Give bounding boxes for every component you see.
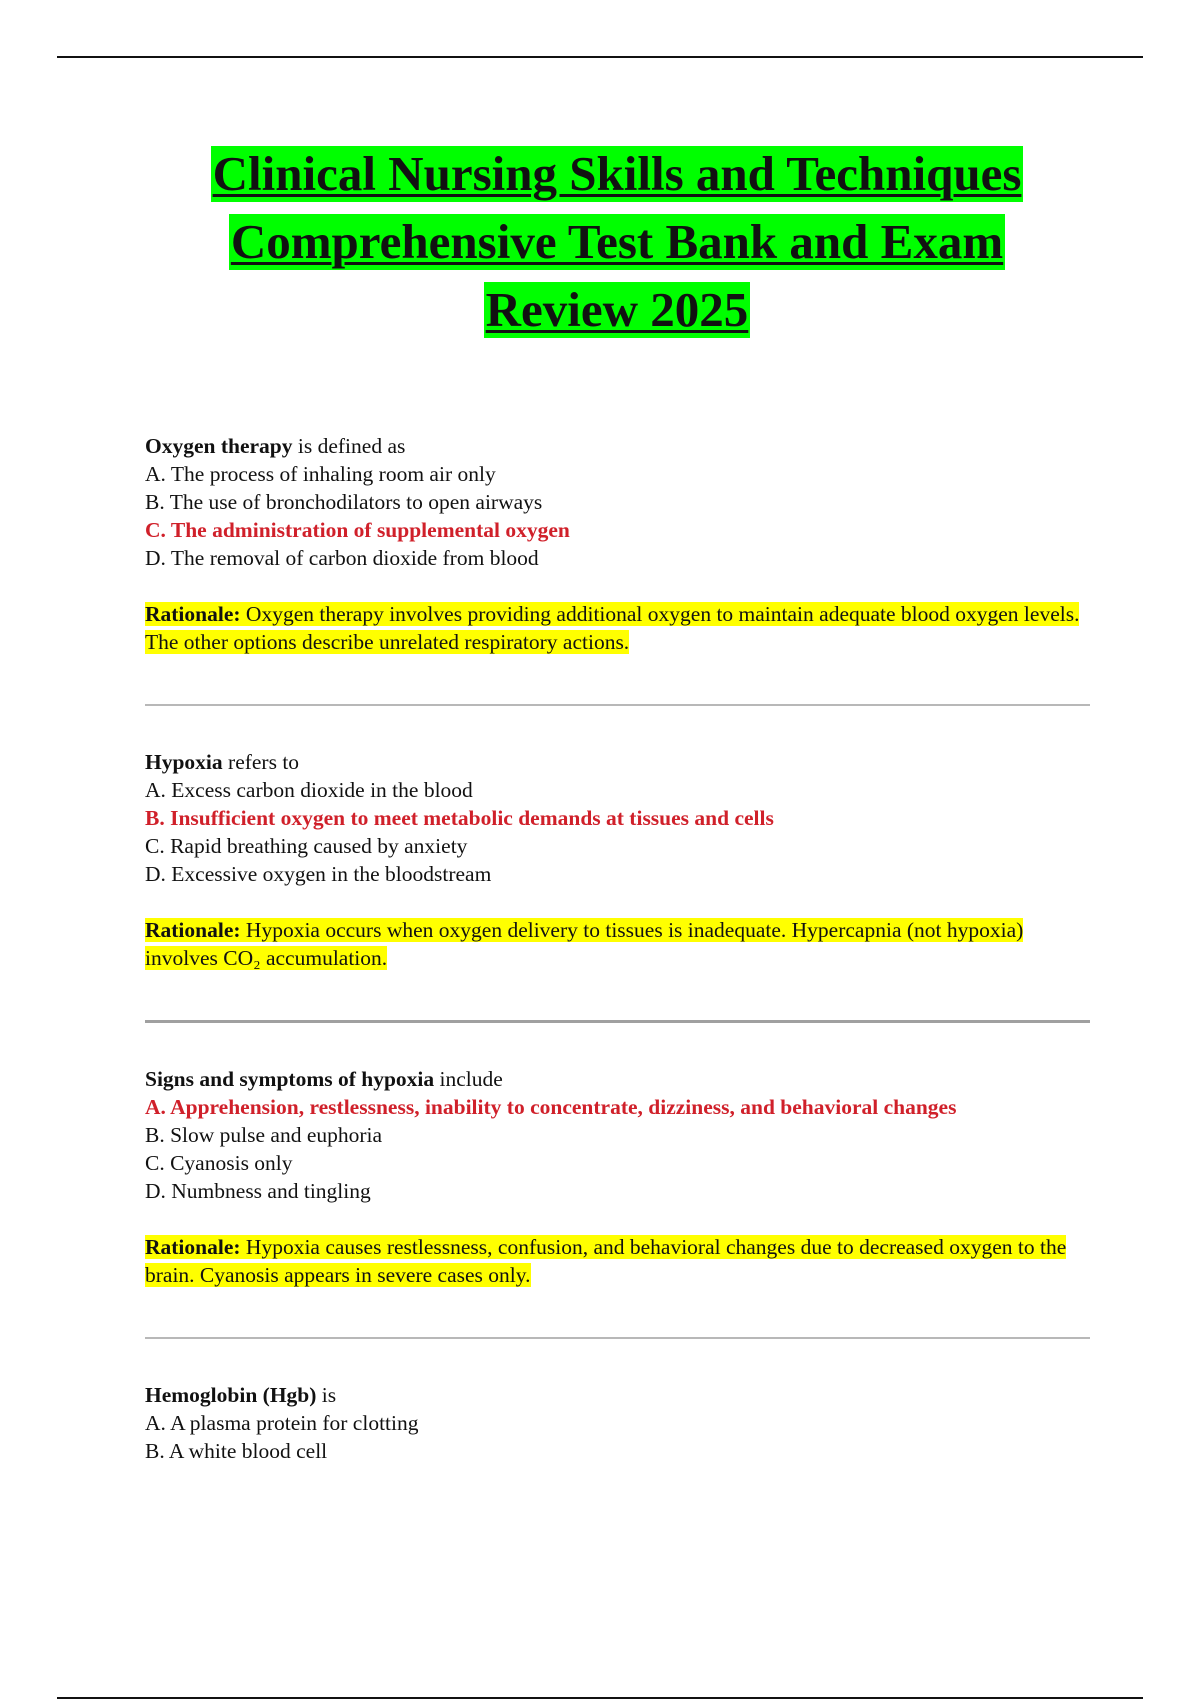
- answer-option-b: B. Slow pulse and euphoria: [145, 1123, 383, 1147]
- section-divider: [145, 1020, 1090, 1023]
- rationale-text: Oxygen therapy involves providing additional oxygen to maintain adequate blood oxygen levels. The other options describe unrelated respiratory actions.: [145, 602, 1080, 654]
- answer-option-a-correct: A. Apprehension, restlessness, inability to concentrate, dizziness, and behavioral changes: [145, 1095, 957, 1119]
- question-signs-of-hypoxia: [145, 1065, 1090, 1289]
- question-stem: [145, 432, 1090, 460]
- rationale-label: Rationale:: [145, 1235, 241, 1259]
- document-title: [0, 146, 1200, 350]
- question-oxygen-therapy: [145, 432, 1090, 656]
- answer-option-b-correct: B. Insufficient oxygen to meet metabolic demands at tissues and cells: [145, 806, 774, 830]
- question-term: Signs and symptoms of hypoxia: [145, 1067, 435, 1091]
- rationale: [145, 1233, 1090, 1289]
- question-stem: [145, 748, 1090, 776]
- question-term: Hemoglobin (Hgb): [145, 1383, 317, 1407]
- question-stem-rest: is: [316, 1383, 337, 1407]
- question-list: [145, 432, 1090, 1465]
- answer-option-c: C. Cyanosis only: [145, 1151, 293, 1175]
- title-line-1: Clinical Nursing Skills and Techniques: [212, 146, 1022, 201]
- question-stem-rest: is defined as: [292, 434, 406, 458]
- question-stem-rest: refers to: [222, 750, 300, 774]
- section-divider: [145, 1337, 1090, 1339]
- title-line-3: Review 2025: [485, 282, 749, 337]
- answer-option-a: A. The process of inhaling room air only: [145, 462, 496, 486]
- title-line-2: Comprehensive Test Bank and Exam: [230, 214, 1004, 269]
- rationale-text: Hypoxia causes restlessness, confusion, and behavioral changes due to decreased oxygen to the brain. Cyanosis appears in severe cases only.: [145, 1235, 1067, 1287]
- section-divider: [145, 704, 1090, 706]
- rationale-label: Rationale:: [145, 918, 241, 942]
- answer-option-d: D. Excessive oxygen in the bloodstream: [145, 862, 492, 886]
- question-hemoglobin: [145, 1381, 1090, 1465]
- rationale-text: Hypoxia occurs when oxygen delivery to tissues is inadequate. Hypercapnia (not hypoxia) involves CO₂ accumulation.: [145, 918, 1024, 970]
- question-term: Oxygen therapy: [145, 434, 293, 458]
- answer-option-c: C. Rapid breathing caused by anxiety: [145, 834, 468, 858]
- answer-option-b: B. A white blood cell: [145, 1439, 328, 1463]
- answer-option-a: A. Excess carbon dioxide in the blood: [145, 778, 473, 802]
- rationale: [145, 916, 1090, 972]
- question-hypoxia: [145, 748, 1090, 972]
- answer-option-a: A. A plasma protein for clotting: [145, 1411, 419, 1435]
- bottom-rule: [57, 1697, 1143, 1699]
- rationale: [145, 600, 1090, 656]
- question-stem: [145, 1065, 1090, 1093]
- rationale-label: Rationale:: [145, 602, 241, 626]
- question-term: Hypoxia: [145, 750, 223, 774]
- question-stem-rest: include: [434, 1067, 503, 1091]
- answer-option-b: B. The use of bronchodilators to open airways: [145, 490, 543, 514]
- question-stem: [145, 1381, 1090, 1409]
- answer-option-d: D. Numbness and tingling: [145, 1179, 371, 1203]
- answer-option-c-correct: C. The administration of supplemental oxygen: [145, 518, 570, 542]
- answer-option-d: D. The removal of carbon dioxide from blood: [145, 546, 539, 570]
- top-rule: [57, 56, 1143, 58]
